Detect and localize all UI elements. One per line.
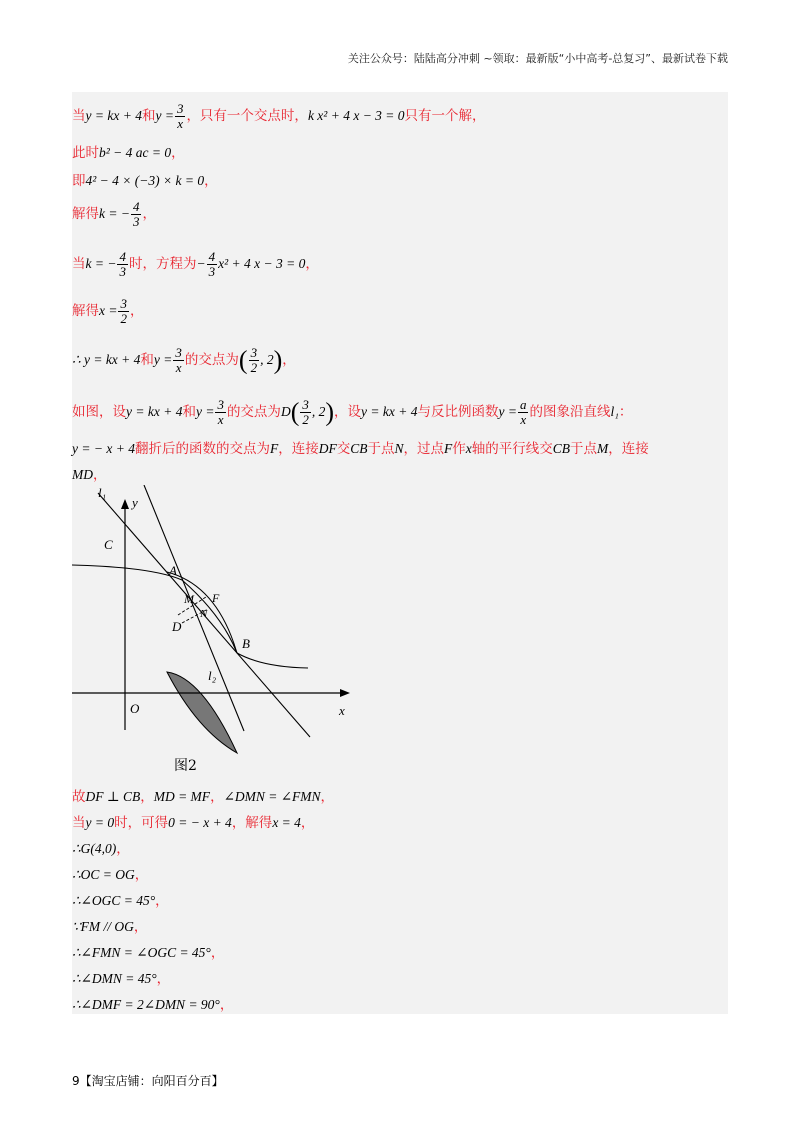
x-axis-arrow bbox=[340, 689, 350, 697]
label-n: N bbox=[200, 608, 208, 620]
line-7: ∴ y = kx + 4和y = $\frac{3}{x}$ 的交点为( $\frac{3}{2}$ , 2)， bbox=[72, 345, 296, 375]
line-16: ∵FM // OG， bbox=[72, 919, 148, 935]
line-18: ∴∠DMN = 45°， bbox=[72, 971, 171, 987]
label-d: D bbox=[172, 619, 182, 634]
line-10: MD， bbox=[72, 467, 107, 483]
line-1: 当y = kx + 4和y = $\frac{3}{x}$ ，只有一个交点时，k x² + 4 x − 3 = 0只有一个解， bbox=[72, 101, 486, 131]
fraction: $\frac{4}{3}$ bbox=[132, 199, 140, 229]
line-2: 此时b² − 4 ac = 0， bbox=[72, 145, 185, 161]
hyperbola-curve bbox=[72, 565, 308, 668]
label-x: x bbox=[339, 703, 345, 718]
label-a: A bbox=[169, 563, 177, 578]
line-14: ∴OC = OG， bbox=[72, 867, 149, 883]
line-12: 当y = 0时，可得0 = − x + 4，解得x = 4， bbox=[72, 815, 315, 831]
fraction: $\frac{3}{2}$ bbox=[120, 296, 127, 326]
label-l1: l₁ bbox=[98, 485, 107, 500]
label-o: O bbox=[130, 701, 140, 716]
line-17: ∴∠FMN = ∠OGC = 45°， bbox=[72, 945, 225, 961]
label-m: M bbox=[184, 592, 194, 606]
label-c: C bbox=[104, 537, 113, 552]
fraction: $\frac{3}{x}$ bbox=[217, 397, 224, 427]
line-9: y = − x + 4翻折后的函数的交点为F，连接DF交CB于点N，过点F作x轴的平行线交CB于点M，连接 bbox=[72, 441, 649, 457]
label-f: F bbox=[212, 591, 220, 605]
line-6: 解得x = $\frac{3}{2}$ ， bbox=[72, 296, 144, 326]
shaded-region bbox=[167, 672, 237, 753]
line-15: ∴∠OGC = 45°， bbox=[72, 893, 169, 909]
line-4: 解得k = − $\frac{4}{3}$ ， bbox=[72, 199, 156, 229]
line-3: 即4² − 4 × (−3) × k = 0， bbox=[72, 173, 218, 189]
fraction: $\frac{3}{x}$ bbox=[175, 345, 182, 375]
label-l2: l₂ bbox=[208, 668, 217, 683]
line-11: 故DF ⊥ CB，MD = MF，∠DMN = ∠FMN， bbox=[72, 789, 335, 805]
y-axis-arrow bbox=[121, 499, 129, 509]
line-5: 当k = − $\frac{4}{3}$ 时，方程为− $\frac{4}{3}$ x² + 4 x − 3 = 0， bbox=[72, 249, 319, 279]
fraction: $\frac{4}{3}$ bbox=[119, 249, 126, 279]
line-8: 如图，设y = kx + 4和y = $\frac{3}{x}$ 的交点为D( $\frac{3}{2}$ , 2)，设y = kx + 4与反比例函数y = $\frac{a}{x}$ 的图象沿直线l₁： bbox=[72, 397, 633, 427]
fraction: $\frac{a}{x}$ bbox=[519, 397, 527, 427]
fraction: $\frac{3}{x}$ bbox=[176, 101, 184, 131]
solution-content bbox=[72, 92, 728, 1014]
fraction: $\frac{4}{3}$ bbox=[208, 249, 216, 279]
geometry-figure bbox=[72, 485, 372, 755]
line-19: ∴∠DMF = 2∠DMN = 90°， bbox=[72, 997, 234, 1013]
fraction: $\frac{3}{2}$ bbox=[250, 345, 258, 375]
line-13: ∴G(4,0)， bbox=[72, 841, 130, 857]
page-header: 关注公众号：陆陆高分冲刺 ~领取：最新版“小中高考-总复习”、最新试卷下载 bbox=[347, 52, 728, 65]
fraction: $\frac{3}{2}$ bbox=[302, 397, 309, 427]
label-b: B bbox=[242, 636, 250, 651]
page-footer: 9【淘宝店铺：向阳百分百】 bbox=[72, 1074, 224, 1088]
figure-caption: 图2 bbox=[174, 758, 197, 774]
label-y: y bbox=[132, 495, 138, 510]
